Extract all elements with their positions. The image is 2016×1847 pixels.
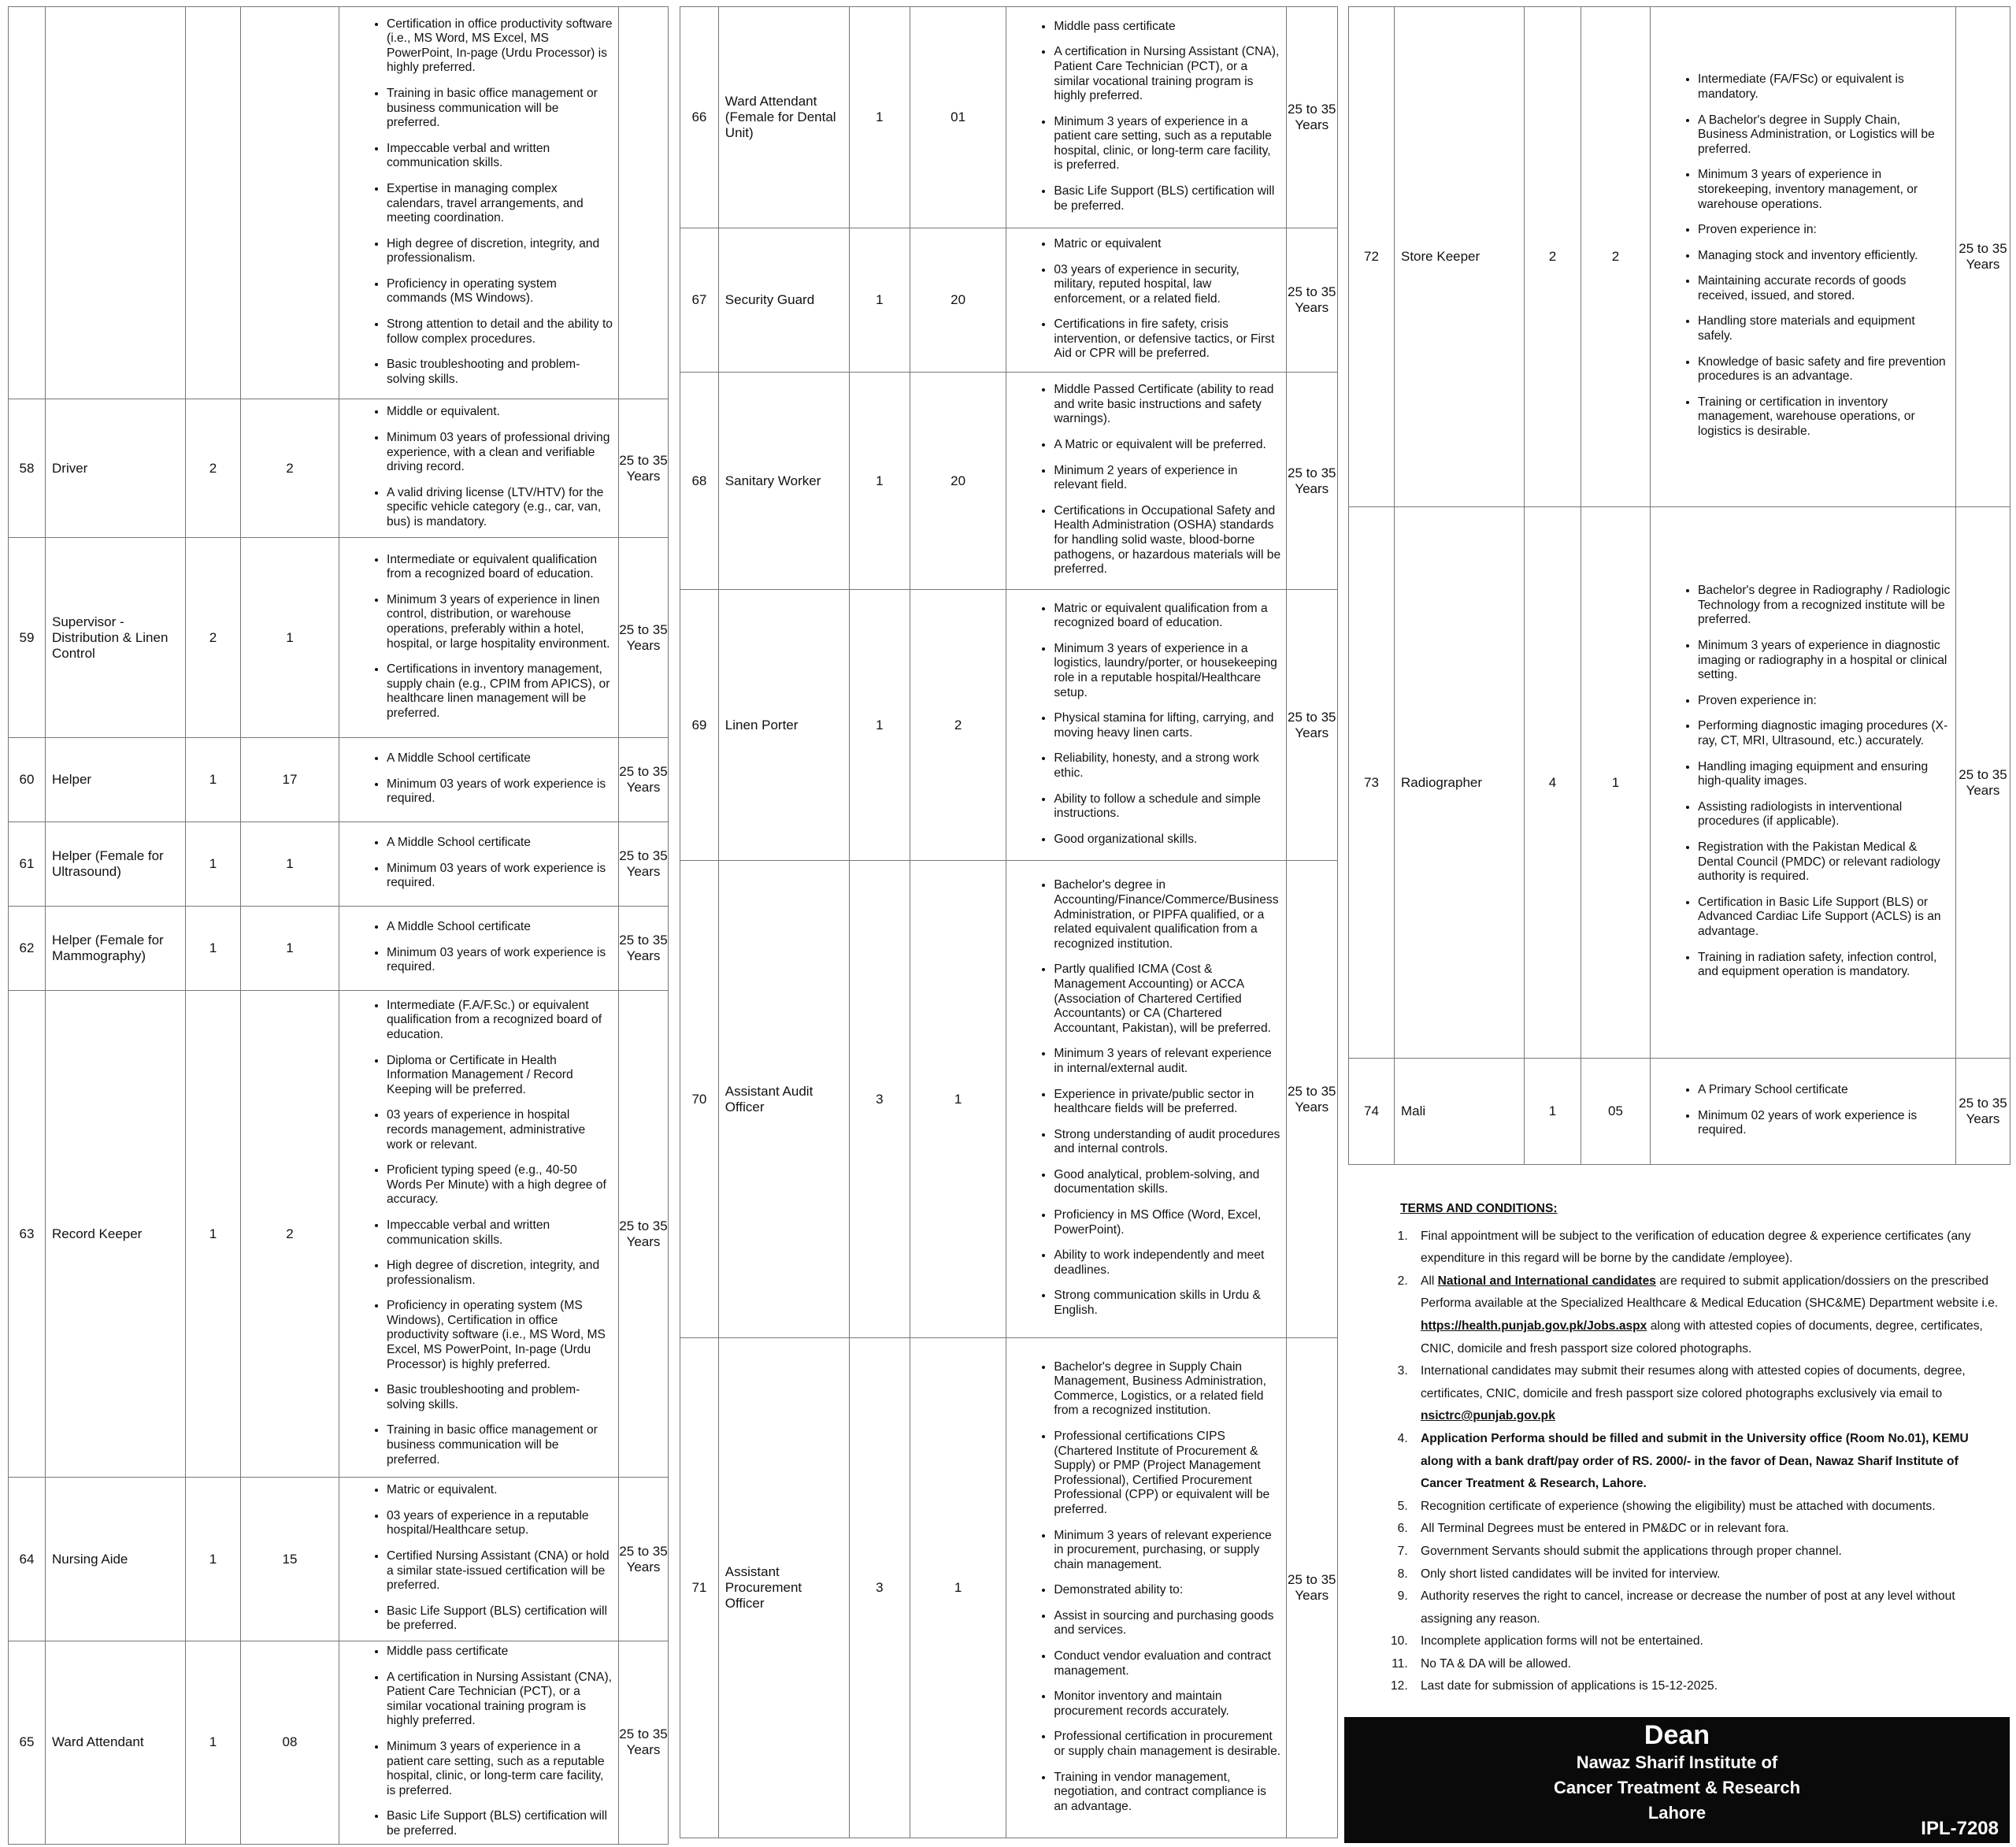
- criteria-item: • Minimum 03 years of work experience is required.: [387, 777, 613, 807]
- post-name-cell: Helper (Female for Ultrasound): [46, 822, 186, 907]
- criteria-item: • Basic troubleshooting and problem-solving skills.: [387, 1383, 613, 1412]
- post-name-cell: Ward Attendant (Female for Dental Unit): [718, 7, 849, 228]
- criteria-cell: [1006, 861, 1286, 1338]
- jobs-website-link[interactable]: https://health.punjab.gov.pk/Jobs.aspx: [1421, 1318, 1647, 1333]
- criteria-item: • Minimum 3 years of experience in a patient care setting, such as a reputable hospital, clinic, or long-term care facility, is preferred.: [387, 1740, 613, 1798]
- quantity-cell: 3: [849, 1338, 910, 1838]
- criteria-cell: [339, 738, 619, 822]
- advert-reference-code: IPL-7208: [1921, 1818, 1999, 1839]
- table-row: [680, 228, 1338, 373]
- term-text: Application Performa should be filled and submit in the University office (Room No.01), KEMU along with a bank draft/pay order of RS. 2000/- in the favor of Dean, Nawaz Sharif Institute of Cancer Treatment & Research, Lahore.: [1421, 1431, 1969, 1491]
- criteria-item: • Middle Passed Certificate (ability to read and write basic instructions and safety warnings).: [1054, 383, 1280, 427]
- criteria-item: • Training in vendor management, negotiation, and contract compliance is an advantage.: [1054, 1771, 1280, 1815]
- table-row: [1349, 1059, 2010, 1165]
- criteria-item: • Proficiency in operating system (MS Windows), Certification in office productivity software (i.e., MS Word, MS Excel, MS PowerPoint, In-page (Urdu Processor) is highly preferred.: [387, 1299, 613, 1372]
- posts-filled-cell: 1: [910, 861, 1006, 1338]
- criteria-item: • A certification in Nursing Assistant (CNA), Patient Care Technician (PCT), or a similar vocational training program is highly preferred.: [387, 1671, 613, 1729]
- post-name-cell: Helper (Female for Mammography): [46, 907, 186, 991]
- criteria-item: • Partly qualified ICMA (Cost & Management Accounting) or ACCA (Association of Chartered Certified Accountants) or CA (Chartered Accountant, Pakistan), will be preferred.: [1054, 962, 1280, 1036]
- term-item: [1411, 1675, 2002, 1698]
- criteria-item: • Matric or equivalent qualification from a recognized board of education.: [1054, 602, 1280, 631]
- posts-filled-cell: 2: [241, 399, 339, 538]
- term-item: [1411, 1653, 2002, 1676]
- age-limit-cell: 25 to 35 Years: [619, 738, 669, 822]
- criteria-cell: [1651, 7, 1956, 507]
- criteria-cell: [1006, 7, 1286, 228]
- criteria-list: [1006, 380, 1285, 582]
- criteria-cell: [339, 1478, 619, 1641]
- terms-and-conditions: [1348, 1187, 2002, 1698]
- term-item: [1411, 1428, 2002, 1496]
- criteria-item: • Basic Life Support (BLS) certification will be preferred.: [1054, 184, 1280, 213]
- criteria-item: • Certifications in inventory management, supply chain (e.g., CPIM from APICS), or healthcare linen management will be preferred.: [387, 662, 613, 721]
- criteria-list: [339, 833, 618, 896]
- posts-filled-cell: 1: [241, 822, 339, 907]
- criteria-list: [1651, 1080, 1955, 1143]
- criteria-item: • Strong understanding of audit procedures and internal controls.: [1054, 1128, 1280, 1157]
- age-limit-cell: 25 to 35 Years: [1956, 1059, 2010, 1165]
- post-name-cell: Ward Attendant: [46, 1641, 186, 1845]
- quantity-cell: 1: [849, 373, 910, 590]
- table-row: [9, 738, 669, 822]
- posts-filled-cell: 1: [241, 538, 339, 738]
- serial-number-cell: [9, 7, 46, 399]
- serial-number-cell: 68: [680, 373, 719, 590]
- criteria-item: • Middle pass certificate: [387, 1645, 613, 1660]
- serial-number-cell: 69: [680, 590, 719, 861]
- terms-heading: TERMS AND CONDITIONS:: [1400, 1202, 1558, 1215]
- posts-filled-cell: 2: [1581, 7, 1651, 507]
- criteria-cell: [339, 822, 619, 907]
- term-text: Only short listed candidates will be invited for interview.: [1421, 1567, 1721, 1581]
- email-link[interactable]: nsictrc@punjab.gov.pk: [1421, 1409, 1555, 1423]
- quantity-cell: 1: [849, 590, 910, 861]
- criteria-list: [339, 550, 618, 726]
- criteria-item: • Minimum 02 years of work experience is required.: [1698, 1109, 1951, 1138]
- posts-filled-cell: [241, 7, 339, 399]
- post-name-cell: Sanitary Worker: [718, 373, 849, 590]
- table-row: [680, 373, 1338, 590]
- criteria-item: • 03 years of experience in a reputable hospital/Healthcare setup.: [387, 1509, 613, 1538]
- criteria-item: • Intermediate (FA/FSc) or equivalent is mandatory.: [1698, 72, 1951, 102]
- table-row: [680, 1338, 1338, 1838]
- posts-filled-cell: 15: [241, 1478, 339, 1641]
- term-item: [1411, 1496, 2002, 1519]
- criteria-list: [1651, 69, 1955, 443]
- criteria-item: • Ability to work independently and meet deadlines.: [1054, 1248, 1280, 1278]
- post-name-cell: [46, 7, 186, 399]
- criteria-item: • A valid driving license (LTV/HTV) for the specific vehicle category (e.g., car, van, bus) is mandatory.: [387, 486, 613, 530]
- quantity-cell: 1: [186, 991, 241, 1478]
- term-item: [1411, 1541, 2002, 1563]
- criteria-item: • Basic Life Support (BLS) certification will be preferred.: [387, 1809, 613, 1838]
- criteria-item: • Certification in office productivity software (i.e., MS Word, MS Excel, MS PowerPoint, In-page (Urdu Processor) is highly preferred.: [387, 17, 613, 76]
- serial-number-cell: 58: [9, 399, 46, 538]
- serial-number-cell: 67: [680, 228, 719, 373]
- criteria-item: • Impeccable verbal and written communication skills.: [387, 1218, 613, 1248]
- jobs-table-column-2: [680, 6, 1338, 1841]
- post-name-cell: Supervisor - Distribution & Linen Control: [46, 538, 186, 738]
- criteria-item: • Minimum 03 years of professional driving experience, with a clean and verifiable driving record.: [387, 431, 613, 475]
- criteria-cell: [339, 7, 619, 399]
- criteria-item: • Professional certifications CIPS (Chartered Institute of Procurement & Supply) or PMP (Project Management Professional), Certified Procurement Professional (CPP) or equivalent will be preferred.: [1054, 1430, 1280, 1518]
- criteria-item: • Intermediate or equivalent qualification from a recognized board of education.: [387, 553, 613, 582]
- serial-number-cell: 60: [9, 738, 46, 822]
- criteria-item: • Assist in sourcing and purchasing goods and services.: [1054, 1609, 1280, 1638]
- criteria-item: • Diploma or Certificate in Health Information Management / Record Keeping will be preferred.: [387, 1054, 613, 1098]
- criteria-cell: [1651, 507, 1956, 1059]
- criteria-item: • Ability to follow a schedule and simple instructions.: [1054, 792, 1280, 822]
- criteria-item: • Performing diagnostic imaging procedures (X-ray, CT, MRI, Ultrasound, etc.) accurately.: [1698, 719, 1951, 748]
- table-row: [9, 399, 669, 538]
- criteria-item: • Middle pass certificate: [1054, 20, 1280, 35]
- criteria-list: [339, 996, 618, 1472]
- criteria-item: • A Middle School certificate: [387, 920, 613, 935]
- institute-city: Lahore: [1647, 1803, 1707, 1823]
- term-text: Government Servants should submit the applications through proper channel.: [1421, 1544, 1842, 1558]
- criteria-item: • A certification in Nursing Assistant (CNA), Patient Care Technician (PCT), or a similar vocational training program is highly preferred.: [1054, 45, 1280, 103]
- age-limit-cell: 25 to 35 Years: [1286, 7, 1337, 228]
- posts-filled-cell: 01: [910, 7, 1006, 228]
- quantity-cell: 1: [849, 7, 910, 228]
- serial-number-cell: 61: [9, 822, 46, 907]
- criteria-item: • Physical stamina for lifting, carrying, and moving heavy linen carts.: [1054, 711, 1280, 740]
- criteria-cell: [339, 1641, 619, 1845]
- criteria-list: [1651, 580, 1955, 984]
- term-text: All: [1421, 1274, 1438, 1288]
- serial-number-cell: 62: [9, 907, 46, 991]
- quantity-cell: 1: [186, 1641, 241, 1845]
- criteria-item: • Expertise in managing complex calendars, travel arrangements, and meeting coordination.: [387, 182, 613, 226]
- criteria-item: • Proficient typing speed (e.g., 40-50 Words Per Minute) with a high degree of accuracy.: [387, 1163, 613, 1207]
- age-limit-cell: 25 to 35 Years: [619, 991, 669, 1478]
- post-name-cell: Record Keeper: [46, 991, 186, 1478]
- post-name-cell: Nursing Aide: [46, 1478, 186, 1641]
- serial-number-cell: 73: [1349, 507, 1395, 1059]
- term-text: along with attested copies of documents, degree, certificates, CNIC, domicile and fresh passport size colored photographs.: [1421, 1318, 1983, 1356]
- post-name-cell: Radiographer: [1395, 507, 1525, 1059]
- criteria-item: • Minimum 3 years of experience in storekeeping, inventory management, or warehouse operations.: [1698, 168, 1951, 212]
- quantity-cell: 1: [186, 1478, 241, 1641]
- quantity-cell: 1: [186, 822, 241, 907]
- term-item: [1411, 1360, 2002, 1428]
- serial-number-cell: 66: [680, 7, 719, 228]
- criteria-item: • Minimum 3 years of experience in a logistics, laundry/porter, or housekeeping role in a reputable hospital/Healthcare setup.: [1054, 642, 1280, 700]
- criteria-item: • Good analytical, problem-solving, and documentation skills.: [1054, 1168, 1280, 1197]
- criteria-list: [339, 1641, 618, 1844]
- term-text: No TA & DA will be allowed.: [1421, 1656, 1571, 1671]
- criteria-item: • Registration with the Pakistan Medical & Dental Council (PMDC) or relevant radiology authority is required.: [1698, 840, 1951, 885]
- criteria-item: • Training in basic office management or business communication will be preferred.: [387, 87, 613, 131]
- posts-filled-cell: 05: [1581, 1059, 1651, 1165]
- table-row: [1349, 507, 2010, 1059]
- quantity-cell: 4: [1525, 507, 1581, 1059]
- criteria-item: • Demonstrated ability to:: [1054, 1583, 1280, 1598]
- criteria-list: [339, 14, 618, 392]
- criteria-item: • Handling store materials and equipment safely.: [1698, 314, 1951, 343]
- serial-number-cell: 63: [9, 991, 46, 1478]
- term-item: [1411, 1518, 2002, 1541]
- serial-number-cell: 74: [1349, 1059, 1395, 1165]
- age-limit-cell: 25 to 35 Years: [1956, 7, 2010, 507]
- posts-filled-cell: 20: [910, 373, 1006, 590]
- post-name-cell: Security Guard: [718, 228, 849, 373]
- institute-name-line-1: Nawaz Sharif Institute of: [1576, 1752, 1778, 1772]
- criteria-item: • Bachelor's degree in Accounting/Finance/Commerce/Business Administration, or PIPFA qualified, or a related equivalent qualification from a recognized institution.: [1054, 878, 1280, 951]
- criteria-item: • Training in radiation safety, infection control, and equipment operation is mandatory.: [1698, 951, 1951, 980]
- quantity-cell: 1: [849, 228, 910, 373]
- table-row: [9, 538, 669, 738]
- criteria-item: • Certifications in Occupational Safety and Health Administration (OSHA) standards for handling solid waste, blood-borne pathogens, or hazardous materials will be preferred.: [1054, 504, 1280, 577]
- age-limit-cell: 25 to 35 Years: [1286, 590, 1337, 861]
- criteria-item: • High degree of discretion, integrity, and professionalism.: [387, 237, 613, 266]
- jobs-table-column-1: [8, 6, 668, 1841]
- criteria-item: • Minimum 3 years of experience in a patient care setting, such as a reputable hospital, clinic, or long-term care facility, is preferred.: [1054, 115, 1280, 173]
- serial-number-cell: 64: [9, 1478, 46, 1641]
- posts-filled-cell: 1: [241, 907, 339, 991]
- quantity-cell: 1: [186, 907, 241, 991]
- serial-number-cell: 70: [680, 861, 719, 1338]
- posts-filled-cell: 17: [241, 738, 339, 822]
- criteria-item: • Bachelor's degree in Radiography / Radiologic Technology from a recognized institute will be preferred.: [1698, 584, 1951, 628]
- criteria-item: • Monitor inventory and maintain procurement records accurately.: [1054, 1689, 1280, 1719]
- posts-filled-cell: 2: [910, 590, 1006, 861]
- age-limit-cell: 25 to 35 Years: [1286, 228, 1337, 373]
- age-limit-cell: 25 to 35 Years: [1286, 373, 1337, 590]
- jobs-table: [1348, 6, 2010, 1165]
- criteria-item: • Proven experience in:: [1698, 223, 1951, 238]
- posts-filled-cell: 1: [910, 1338, 1006, 1838]
- term-item: [1411, 1630, 2002, 1653]
- jobs-table: [8, 6, 669, 1845]
- criteria-cell: [339, 399, 619, 538]
- table-row: [9, 1641, 669, 1845]
- criteria-list: [1006, 599, 1285, 852]
- post-name-cell: Assistant Procurement Officer: [718, 1338, 849, 1838]
- term-text: Authority reserves the right to cancel, increase or decrease the number of post at any level without assigning any reason.: [1421, 1589, 1955, 1626]
- criteria-item: • Matric or equivalent: [1054, 237, 1280, 252]
- table-row: [680, 7, 1338, 228]
- age-limit-cell: 25 to 35 Years: [1286, 1338, 1337, 1838]
- criteria-item: • Intermediate (F.A/F.Sc.) or equivalent qualification from a recognized board of education.: [387, 999, 613, 1043]
- age-limit-cell: 25 to 35 Years: [619, 538, 669, 738]
- criteria-item: • A Bachelor's degree in Supply Chain, Business Administration, or Logistics will be preferred.: [1698, 113, 1951, 158]
- criteria-item: • Conduct vendor evaluation and contract management.: [1054, 1649, 1280, 1678]
- criteria-cell: [1006, 590, 1286, 861]
- criteria-item: • Training or certification in inventory management, warehouse operations, or logistics is desirable.: [1698, 395, 1951, 439]
- serial-number-cell: 71: [680, 1338, 719, 1838]
- criteria-item: • Maintaining accurate records of goods received, issued, and stored.: [1698, 274, 1951, 303]
- criteria-cell: [1006, 1338, 1286, 1838]
- term-item: [1411, 1563, 2002, 1586]
- criteria-item: • Managing stock and inventory efficiently.: [1698, 249, 1951, 264]
- criteria-item: • Assisting radiologists in interventional procedures (if applicable).: [1698, 800, 1951, 829]
- criteria-item: • A Middle School certificate: [387, 751, 613, 766]
- criteria-item: • Reliability, honesty, and a strong work ethic.: [1054, 751, 1280, 781]
- criteria-cell: [1006, 373, 1286, 590]
- term-text: All Terminal Degrees must be entered in PM&DC or in relevant fora.: [1421, 1522, 1789, 1536]
- criteria-cell: [1006, 228, 1286, 373]
- serial-number-cell: 59: [9, 538, 46, 738]
- post-name-cell: Linen Porter: [718, 590, 849, 861]
- criteria-item: • Basic troubleshooting and problem-solving skills.: [387, 358, 613, 387]
- criteria-list: [1006, 17, 1285, 219]
- age-limit-cell: 25 to 35 Years: [1286, 861, 1337, 1338]
- criteria-item: • Experience in private/public sector in healthcare fields will be preferred.: [1054, 1088, 1280, 1117]
- terms-list: [1348, 1226, 2002, 1698]
- table-row: [680, 590, 1338, 861]
- criteria-item: • Minimum 3 years of relevant experience in internal/external audit.: [1054, 1047, 1280, 1076]
- criteria-list: [339, 1480, 618, 1638]
- criteria-item: • A Matric or equivalent will be preferred.: [1054, 438, 1280, 453]
- signature-block: [1344, 1717, 2010, 1843]
- age-limit-cell: 25 to 35 Years: [619, 907, 669, 991]
- term-text: Recognition certificate of experience (showing the eligibility) must be attached with documents.: [1421, 1499, 1936, 1513]
- table-row: [680, 861, 1338, 1338]
- criteria-list: [1006, 875, 1285, 1322]
- criteria-list: [1006, 1357, 1285, 1819]
- criteria-item: • Certified Nursing Assistant (CNA) or hold a similar state-issued certification will be preferred.: [387, 1549, 613, 1593]
- institute-name-line-2: Cancer Treatment & Research: [1553, 1778, 1801, 1797]
- age-limit-cell: [619, 7, 669, 399]
- table-row: [1349, 7, 2010, 507]
- age-limit-cell: 25 to 35 Years: [619, 1478, 669, 1641]
- criteria-item: • Minimum 3 years of experience in diagnostic imaging or radiography in a hospital or clinical setting.: [1698, 639, 1951, 683]
- criteria-item: • Minimum 03 years of work experience is required.: [387, 862, 613, 891]
- criteria-item: • Minimum 3 years of relevant experience in procurement, purchasing, or supply chain management.: [1054, 1529, 1280, 1573]
- quantity-cell: 1: [186, 738, 241, 822]
- criteria-item: • Proficiency in operating system commands (MS Windows).: [387, 277, 613, 306]
- term-emphasis: National and International candidates: [1437, 1274, 1656, 1288]
- criteria-item: • Minimum 3 years of experience in linen control, distribution, or warehouse operations, preferably within a hotel, hospital, or large hospitality environment.: [387, 593, 613, 651]
- table-row: [9, 991, 669, 1478]
- criteria-item: • Impeccable verbal and written communication skills.: [387, 142, 613, 171]
- criteria-item: • Proficiency in MS Office (Word, Excel, PowerPoint).: [1054, 1208, 1280, 1237]
- criteria-item: • Training in basic office management or business communication will be preferred.: [387, 1423, 613, 1467]
- table-row: [9, 7, 669, 399]
- term-text: Incomplete application forms will not be entertained.: [1421, 1634, 1703, 1649]
- post-name-cell: Store Keeper: [1395, 7, 1525, 507]
- criteria-item: • Knowledge of basic safety and fire prevention procedures is an advantage.: [1698, 355, 1951, 384]
- criteria-list: [339, 917, 618, 980]
- term-text: Last date for submission of applications is 15-12-2025.: [1421, 1679, 1718, 1693]
- term-item: [1411, 1586, 2002, 1630]
- term-item: [1411, 1270, 2002, 1360]
- criteria-item: • Matric or equivalent.: [387, 1483, 613, 1498]
- criteria-cell: [1651, 1059, 1956, 1165]
- criteria-cell: [339, 538, 619, 738]
- criteria-item: • A Primary School certificate: [1698, 1083, 1951, 1098]
- quantity-cell: 2: [1525, 7, 1581, 507]
- jobs-table: [680, 6, 1338, 1838]
- quantity-cell: 2: [186, 538, 241, 738]
- criteria-item: • Minimum 03 years of work experience is required.: [387, 946, 613, 975]
- table-row: [9, 907, 669, 991]
- criteria-item: • 03 years of experience in security, military, reputed hospital, law enforcement, or a related field.: [1054, 263, 1280, 307]
- criteria-item: • 03 years of experience in hospital records management, administrative work or relevant.: [387, 1108, 613, 1152]
- serial-number-cell: 65: [9, 1641, 46, 1845]
- quantity-cell: [186, 7, 241, 399]
- post-name-cell: Driver: [46, 399, 186, 538]
- criteria-item: • Certification in Basic Life Support (BLS) or Advanced Cardiac Life Support (ACLS) is an advantage.: [1698, 896, 1951, 940]
- criteria-list: [1006, 234, 1285, 366]
- criteria-item: • Middle or equivalent.: [387, 405, 613, 420]
- age-limit-cell: 25 to 35 Years: [619, 822, 669, 907]
- age-limit-cell: 25 to 35 Years: [1956, 507, 2010, 1059]
- term-item: [1411, 1226, 2002, 1270]
- criteria-item: • Certifications in fire safety, crisis intervention, or defensive tactics, or First Aid or CPR will be preferred.: [1054, 317, 1280, 362]
- criteria-item: • High degree of discretion, integrity, and professionalism.: [387, 1259, 613, 1288]
- posts-filled-cell: 20: [910, 228, 1006, 373]
- age-limit-cell: 25 to 35 Years: [619, 399, 669, 538]
- term-text: Final appointment will be subject to the verification of education degree & experience certificates (any expenditure in this regard will be borne by the candidate /employee).: [1421, 1229, 1971, 1266]
- criteria-item: • Good organizational skills.: [1054, 833, 1280, 847]
- criteria-cell: [339, 991, 619, 1478]
- quantity-cell: 2: [186, 399, 241, 538]
- criteria-item: • Basic Life Support (BLS) certification will be preferred.: [387, 1604, 613, 1634]
- table-row: [9, 822, 669, 907]
- criteria-item: • Strong communication skills in Urdu & English.: [1054, 1289, 1280, 1318]
- post-name-cell: Helper: [46, 738, 186, 822]
- quantity-cell: 1: [1525, 1059, 1581, 1165]
- criteria-item: • A Middle School certificate: [387, 836, 613, 851]
- posts-filled-cell: 1: [1581, 507, 1651, 1059]
- age-limit-cell: 25 to 35 Years: [619, 1641, 669, 1845]
- criteria-item: • Bachelor's degree in Supply Chain Management, Business Administration, Commerce, Logistics, or a related field from a recognized institution.: [1054, 1360, 1280, 1419]
- criteria-item: • Proven experience in:: [1698, 694, 1951, 709]
- posts-filled-cell: 2: [241, 991, 339, 1478]
- table-row: [9, 1478, 669, 1641]
- dean-title: Dean: [1644, 1720, 1710, 1750]
- term-text: are required to submit application/dossiers on the prescribed Performa available at the Specialized Healthcare & Medical Education (SHC&ME) Department website i.e.: [1421, 1274, 1999, 1311]
- criteria-list: [339, 402, 618, 534]
- term-text: International candidates may submit their resumes along with attested copies of documents, degree, certificates, CNIC, domicile and fresh passport size colored photographs exclusively via email to: [1421, 1364, 1966, 1400]
- posts-filled-cell: 08: [241, 1641, 339, 1845]
- serial-number-cell: 72: [1349, 7, 1395, 507]
- post-name-cell: Assistant Audit Officer: [718, 861, 849, 1338]
- criteria-list: [339, 748, 618, 811]
- quantity-cell: 3: [849, 861, 910, 1338]
- criteria-item: • Strong attention to detail and the ability to follow complex procedures.: [387, 317, 613, 347]
- criteria-item: • Minimum 2 years of experience in relevant field.: [1054, 464, 1280, 493]
- criteria-item: • Handling imaging equipment and ensuring high-quality images.: [1698, 760, 1951, 789]
- criteria-cell: [339, 907, 619, 991]
- criteria-item: • Professional certification in procurement or supply chain management is desirable.: [1054, 1730, 1280, 1759]
- post-name-cell: Mali: [1395, 1059, 1525, 1165]
